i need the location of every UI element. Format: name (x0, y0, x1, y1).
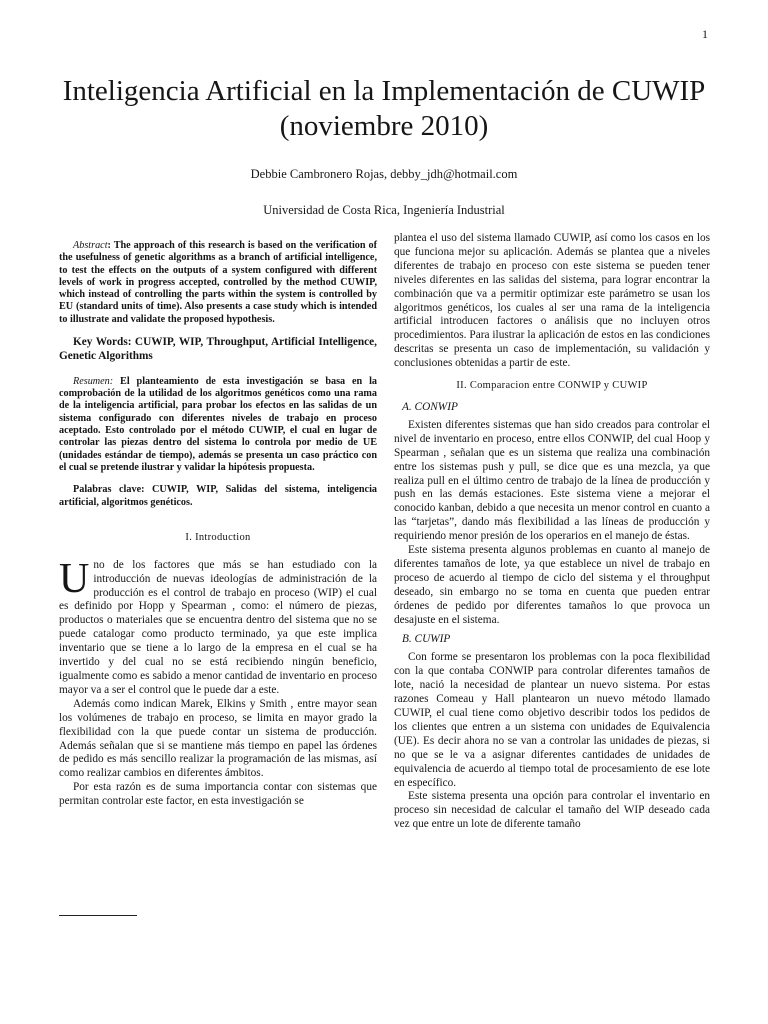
author-line: Debbie Cambronero Rojas, debby_jdh@hotmail.com (250, 167, 518, 181)
intro-paragraph-3: Por esta razón es de suma importancia contar con sistemas que permitan controlar este factor, en esta investigación se (59, 781, 377, 808)
keywords: Key Words: CUWIP, WIP, Throughput, Artificial Intelligence, Genetic Algorithms (59, 336, 377, 362)
abstract-text: : The approach of this research is based on the verification of the usefulness of genetic algorithms as a branch of artificial intelligence, to test the effects on the outputs of a system configured with different levels of work in progress accepted, controlled by the method CUWIP, which instead of controlling the parts within the system is controlled by EU (standard units of time). Also presents a case study which is intended to illustrate and validate the proposed hypothesis. (59, 240, 377, 325)
conwip-paragraph-2: Este sistema presenta algunos problemas en cuanto al manejo de diferentes tamaños de lote, ya que establece un nivel de trabajo en proceso de acuerdo al tiempo de ciclo del sistema y el throughput deseado, sin embargo no se toma en cuenta que pueden entrar órdenes de pedido por diferentes tamaños lo que provoca un desajuste en el sistema. (394, 544, 710, 626)
subsection-conwip: A. CONWIP (402, 400, 458, 413)
left-column (59, 240, 377, 809)
right-column (394, 232, 710, 832)
page-number: 1 (702, 27, 708, 41)
cuwip-paragraph-2: Este sistema presenta una opción para controlar el inventario en proceso sin necesidad de calcular el tamaño del WIP deseado cada vez que entre un lote de diferente tamaño (394, 790, 710, 831)
drop-cap: U (59, 555, 90, 602)
cuwip-paragraph-1: Con forme se presentaron los problemas con la poca flexibilidad con la que contaba CONWIP para controlar diferentes tamaños de lote, nació la necesidad de plantear un nuevo sistema. Por estas razones Comeau y Hall plantearon un nuevo método llamado CUWIP, el cual tiene como objetivo describir todos los pedidos de los clientes que entren a un sistema con unidades de Equivalencia (UE). Es decir ahora no se van a controlar las unidades de piezas, si no que se le va a asignar diferentes cantidades de unidades de equivalencia de acuerdo al tiempo total de procesamiento de ese lote en específico. (394, 651, 710, 789)
section-heading-introduction: I. Introduction (185, 531, 251, 543)
palabras-clave: Palabras clave: CUWIP, WIP, Salidas del sistema, inteligencia artificial, algoritmos genéticos. (59, 484, 377, 508)
abstract (59, 240, 377, 326)
paper-title: Inteligencia Artificial en la Implementación de CUWIP (noviembre 2010) (62, 75, 706, 142)
affiliation-line: Universidad de Costa Rica, Ingeniería Industrial (263, 203, 505, 217)
section-heading-comparison: II. Comparacion entre CONWIP y CUWIP (456, 380, 648, 392)
resumen-text: El planteamiento de esta investigación se basa en la comprobación de la utilidad de los algoritmos genéticos como una rama de la inteligencia artificial, para probar los efectos en las salidas de un sistema configurado con diferentes niveles de trabajo en proceso aceptado. Esto controlado por el método CUWIP, el cual en lugar de controlar las piezas dentro del sistema lo controla por medio de UE (unidades estándar de tiempo), además se presenta un caso práctico con el cual se pretende ilustrar y validar la hipótesis propuesta. (59, 375, 377, 473)
intro-paragraph-continued: plantea el uso del sistema llamado CUWIP, así como los casos en los que funciona mejor su aplicación. Además se plantea que a niveles diferentes de trabajo en proceso con este sistema se pueden tener niveles diferentes en las salidas del sistema, para lograr encontrar la combinación que va a permitir optimizar este parámetro se usan los algoritmos genéticos, los cuales al ser una rama de la inteligencia artificial introducen factores o análisis que no incluyen otros procedimientos. Para ilustrar la aplicación de estos en las condiciones descritas se presenta un caso de implementación, su validación y conclusiones obtenidas a partir de este. (394, 232, 710, 370)
abstract-label: Abstract (73, 240, 108, 251)
resumen (59, 376, 377, 474)
intro-paragraph-2: Además como indican Marek, Elkins y Smith , entre mayor sean los volúmenes de trabajo en proceso, se limita en mayor grado la flexibilidad con la que puede contar un sistema de producción. Además señalan que si se mantiene más tiempo en papel las órdenes de pedido es más sencillo realizar la programación de las mismas, así como realizar cambios en diferentes ámbitos. (59, 697, 377, 780)
subsection-cuwip: B. CUWIP (402, 633, 451, 646)
resumen-label: Resumen: (73, 375, 114, 387)
conwip-paragraph-1: Existen diferentes sistemas que han sido creados para controlar el nivel de inventario en proceso, entre ellos CONWIP, del cual Hoop y Spearman , señalan que es un sistema que realiza una combinación entre los sistemas push y pull, se dice que es una mezcla, ya que realiza pull en el último centro de trabajo de la línea de producción y push en las demás estaciones. Este sistema viene a mejorar el conocido kanban, debido a que necesita un menor control en cuanto a las “tarjetas”, dando más flexibilidad a las líneas de producción y requiriendo menor presión de los operarios en el manejo de éstas. (394, 418, 710, 543)
intro-paragraph-1 (59, 555, 377, 698)
footnote-rule (59, 915, 137, 916)
intro-paragraph-1-text: no de los factores que más se han estudiado con la introducción de nuevas ideologías de administración de la producción es el control de trabajo en proceso (WIP) el cual es definido por Hopp y Spearman , como: el número de piezas, productos o materiales que se encuentra dentro del sistema que no se puede catalogar como producto terminado, ya que este implica inventario que se tiene a lo largo de la empresa en el cual se ha invertido y del cual no se está recibiendo ningún beneficio, igualmente como es sabido a menor cantidad de inventario en proceso mayor va a ser el control que le puede dar a este. (59, 558, 377, 696)
